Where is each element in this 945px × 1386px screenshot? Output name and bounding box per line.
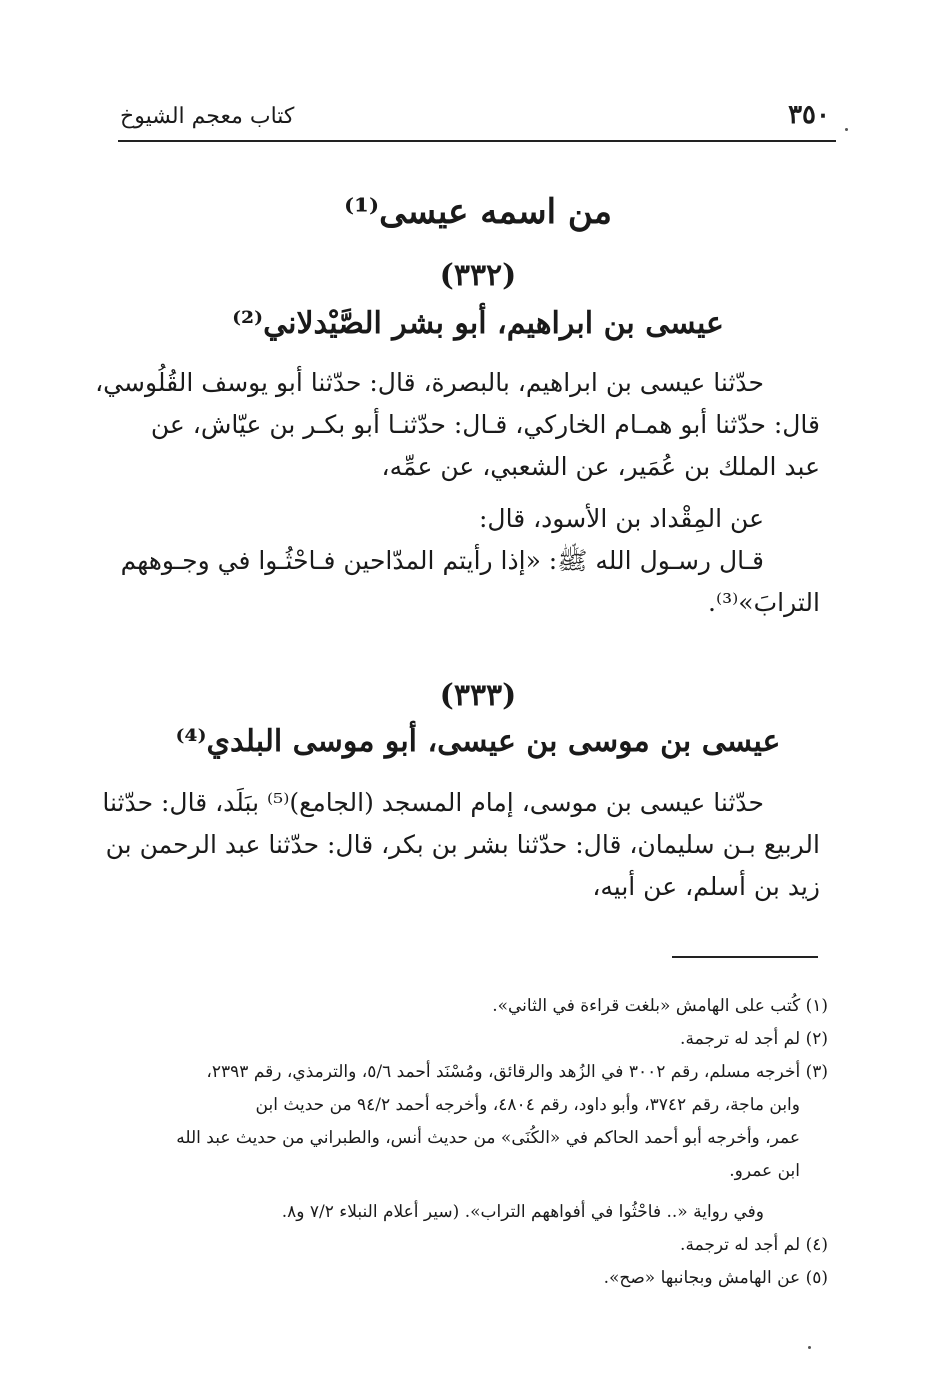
- text-line: قال: حدّثنا أبو همـام الخاركي، قـال: حدّثنـا أبو بكـر بن عيّاش، عن: [150, 410, 820, 439]
- page-number: ٣٥٠: [788, 100, 830, 130]
- section-title: من اسمه عيسى⁽¹⁾: [344, 192, 612, 232]
- scan-speck: [808, 1346, 811, 1349]
- footnote-continuation: عمر، وأخرجه أبو أحمد الحاكم في «الكُنَى» من حديث أنس، والطبراني من حديث عبد الله: [176, 1128, 800, 1148]
- text-line: الربيع بـن سليمان، قال: حدّثنا بشر بن بكر، قال: حدّثنا عبد الرحمن بن: [105, 830, 820, 859]
- footnote: (٥) عن الهامش وبجانبها «صح».: [603, 1268, 828, 1288]
- text-line: زيد بن أسلم، عن أبيه،: [592, 872, 820, 901]
- page-header: [118, 96, 836, 142]
- footnote-continuation: وفي رواية «.. فاحْثُوا في أفواههم التراب». (سير أعلام النبلاء ٧/٢ و٨.: [281, 1202, 764, 1222]
- footnote: (٣) أخرجه مسلم، رقم ٣٠٠٢ في الزُهد والرقائق، ومُسْنَد أحمد ٥/٦، والترمذي، رقم ٢٣٩٣،: [206, 1062, 828, 1082]
- footnote: (٢) لم أجد له ترجمة.: [680, 1029, 828, 1049]
- scan-speck: [845, 128, 848, 131]
- entry-text: [95, 362, 820, 624]
- text-line: حدّثنا عيسى بن ابراهيم، بالبصرة، قال: حدّثنا أبو يوسف القُلُوسي،: [95, 368, 764, 397]
- text-line: عبد الملك بن عُمَير، عن الشعبي، عن عمِّه،: [381, 452, 820, 481]
- footnote: (٤) لم أجد له ترجمة.: [680, 1235, 828, 1255]
- text-line: عن المِقْداد بن الأسود، قال:: [478, 504, 764, 533]
- footnote-continuation: ابن عمرو.: [729, 1161, 800, 1181]
- entry-text: [102, 782, 820, 908]
- footnote-continuation: وابن ماجة، رقم ٣٧٤٢، وأبو داود، رقم ٤٨٠٤، وأخرجه أحمد ٩٤/٢ من حديث ابن: [255, 1095, 800, 1115]
- text-line: الترابَ»⁽³⁾.: [708, 588, 820, 617]
- entry-number: (٣٣٣): [439, 678, 517, 713]
- footnote-divider: [672, 956, 818, 958]
- footnote: (١) كُتب على الهامش «بلغت قراءة في الثاني».: [492, 996, 828, 1016]
- entry-number: (٣٣٢): [439, 258, 517, 293]
- footnotes: [124, 990, 828, 1295]
- entry-name: عيسى بن ابراهيم، أبو بشر الصَّيْدلاني⁽²⁾: [232, 306, 724, 341]
- entry-name: عيسى بن موسى بن عيسى، أبو موسى البلدي⁽⁴⁾: [175, 724, 781, 759]
- text-line: قـال رسـول الله ﷺ: «إذا رأيتم المدّاحين فـاحْثُـوا في وجـوههم: [120, 546, 764, 575]
- running-title: كتاب معجم الشيوخ: [120, 104, 295, 129]
- text-line: حدّثنا عيسى بن موسى، إمام المسجد (الجامع)⁽⁵⁾ ببَلَد، قال: حدّثنا: [102, 788, 764, 817]
